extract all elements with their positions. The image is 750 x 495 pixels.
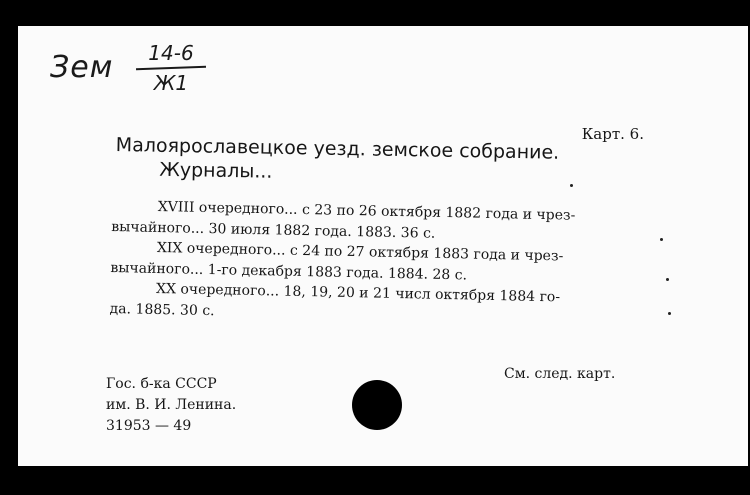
card-heading [115, 133, 559, 189]
punch-hole [352, 380, 402, 430]
handwritten-fraction [136, 42, 206, 94]
handwritten-shelfmark: Зем [50, 50, 114, 85]
library-dedication: им. В. И. Ленина. [106, 397, 237, 413]
entry-line: XIX очередного... с 24 по 27 октября 1883 года и чрез- [156, 239, 564, 265]
dust-speck [668, 312, 671, 315]
card-number: Карт. 6. [581, 125, 644, 143]
entry-line: XX очередного... 18, 19, 20 и 21 числ октября 1884 го- [155, 280, 561, 306]
catalog-card [18, 26, 748, 466]
see-next-card-note: См. след. карт. [504, 366, 616, 382]
fraction-line [136, 66, 206, 70]
entry-line: XVIII очередного... с 23 по 26 октября 1882 года и чрез- [157, 198, 576, 224]
heading-subtitle: Журналы... [159, 158, 273, 183]
handwritten-numerator: 14-6 [148, 41, 194, 65]
library-code: 31953 — 49 [106, 418, 192, 434]
dust-speck [570, 184, 573, 187]
library-stamp [106, 374, 236, 437]
dust-speck [660, 238, 663, 241]
heading-title: Малоярославецкое уезд. земское собрание. [115, 133, 560, 164]
library-name: Гос. б-ка СССР [106, 376, 217, 392]
entries-list [109, 196, 643, 330]
entry-line: вычайного... 30 июля 1882 года. 1883. 36 с. [111, 218, 436, 242]
dust-speck [666, 278, 669, 281]
entry-line: да. 1885. 30 с. [109, 300, 215, 319]
entry-line: вычайного... 1-го декабря 1883 года. 1884. 28 с. [110, 259, 468, 283]
handwritten-denominator: Ж1 [153, 70, 189, 95]
